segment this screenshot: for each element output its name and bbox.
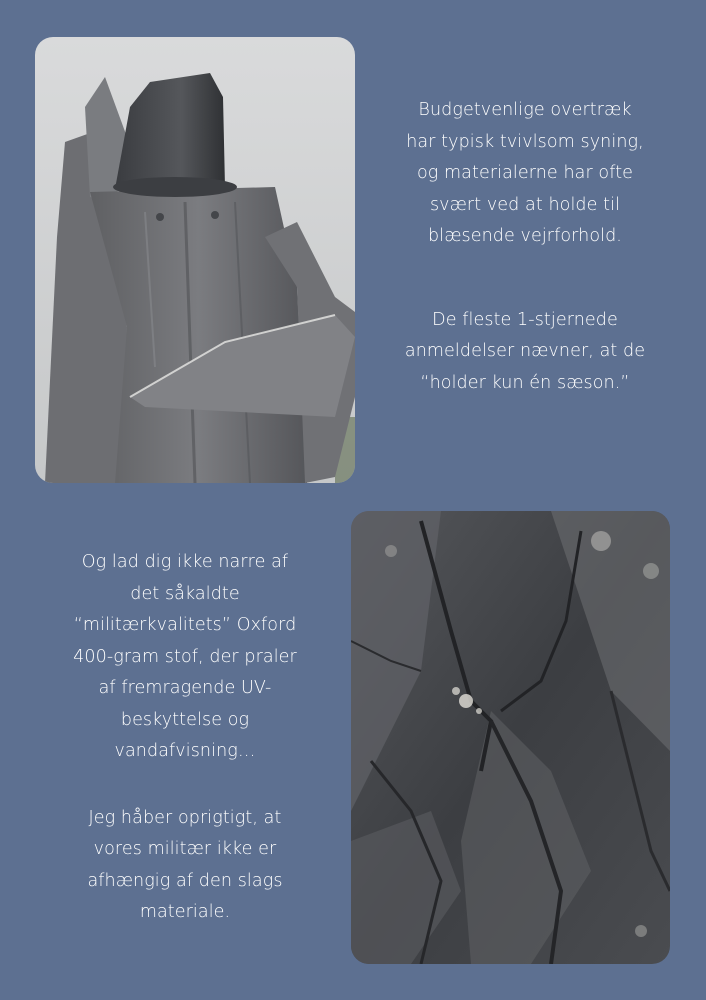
intro-text-block — [380, 95, 670, 399]
intro-paragraph-1: Budgetvenlige overtræk har typisk tvivlsom syning, og materialerne har ofte svært ved at holde til blæsende vejrforhold. — [406, 100, 644, 246]
warning-paragraph-1: Og lad dig ikke narre af det såkaldte “militærkvalitets” Oxford 400-gram stof, der praler af fremragende UV- beskyttelse og vandafvisning… — [73, 552, 297, 761]
warning-paragraph-2: Jeg håber oprigtigt, at vores militær ikke er afhængig af den slags materiale. — [87, 807, 283, 922]
umbrella-cover-photo — [35, 37, 355, 483]
intro-paragraph-2: De fleste 1-stjernede anmeldelser nævner, at de “holder kun én sæson.” — [404, 309, 646, 393]
warning-text-block — [40, 547, 330, 929]
umbrella-cover-illustration — [35, 37, 355, 483]
cracked-fabric-photo — [351, 511, 670, 964]
cracked-fabric-illustration — [351, 511, 670, 964]
